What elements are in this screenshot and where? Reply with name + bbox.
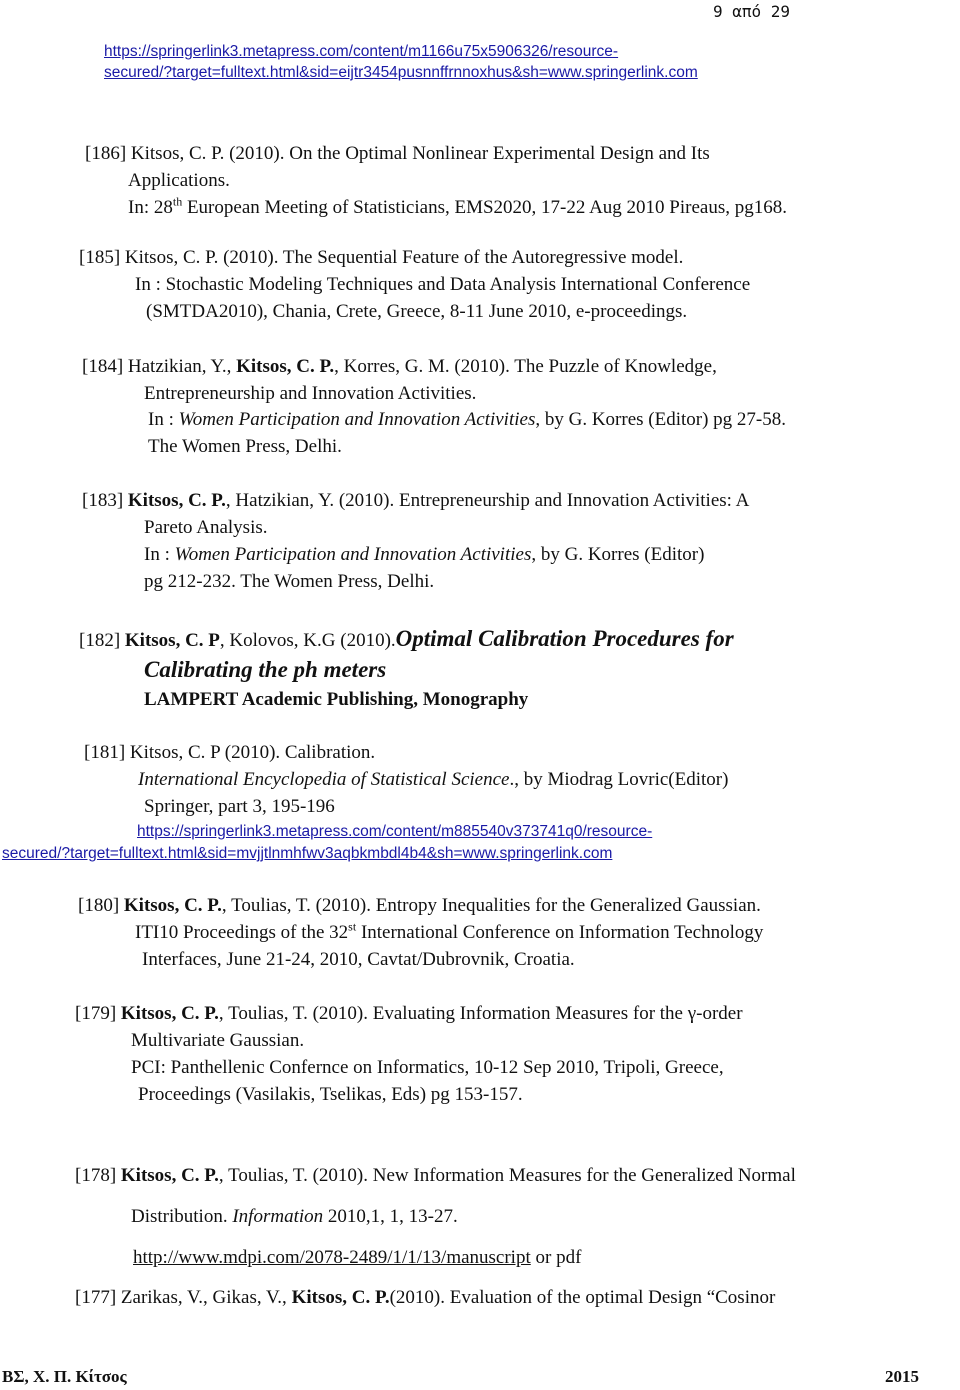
ref-177-line1: [177] Zarikas, V., Gikas, V., Kitsos, C. P.(2010). Evaluation of the optimal Design “Cosinor [75, 1287, 776, 1308]
ref-181-line2: International Encyclopedia of Statistical Science., by Miodrag Lovric(Editor) [138, 769, 729, 790]
ref-184-line4: The Women Press, Delhi. [148, 436, 342, 457]
ref-183-line3: In : Women Participation and Innovation Activities, by G. Korres (Editor) [144, 544, 705, 565]
page-counter: 9 από 29 [713, 2, 791, 21]
ref-182-line3: LAMPERT Academic Publishing, Monography [144, 689, 529, 710]
url-link-top-line1[interactable]: https://springerlink3.metapress.com/content/m1166u75x5906326/resource- [104, 43, 619, 60]
ref-179-line1: [179] Kitsos, C. P., Toulias, T. (2010). Evaluating Information Measures for the γ-order [75, 1003, 743, 1024]
footer-author: ΒΣ, Χ. Π. Κίτσος [2, 1367, 127, 1386]
ref-180-line1: [180] Kitsos, C. P., Toulias, T. (2010). Entropy Inequalities for the Generalized Gaussian. [78, 895, 761, 916]
ref-179-line4: Proceedings (Vasilakis, Tselikas, Eds) pg 153-157. [138, 1084, 523, 1105]
ref-182-title-line2: Calibrating the ph meters [144, 657, 387, 682]
ref-186-line2: Applications. [128, 170, 230, 191]
ref-185-line3: (SMTDA2010), Chania, Crete, Greece, 8-11 June 2010, e-proceedings. [146, 301, 688, 322]
ref-181-url-line1[interactable]: https://springerlink3.metapress.com/content/m885540v373741q0/resource- [137, 823, 653, 840]
ref-178-line2: Distribution. Information 2010,1, 1, 13-27. [131, 1206, 458, 1227]
ref-180-line2: ITI10 Proceedings of the 32st International Conference on Information Technology [135, 919, 764, 943]
ref-180-line3: Interfaces, June 21-24, 2010, Cavtat/Dubrovnik, Croatia. [142, 949, 575, 970]
ref-182-line1: [182] Kitsos, C. P, Kolovos, K.G (2010).Optimal Calibration Procedures for [79, 626, 734, 651]
ref-178-line1: [178] Kitsos, C. P., Toulias, T. (2010). New Information Measures for the Generalized Normal [75, 1165, 796, 1186]
ref-178-line3: http://www.mdpi.com/2078-2489/1/1/13/manuscript or pdf [133, 1247, 582, 1268]
url-link-top-line2[interactable]: secured/?target=fulltext.html&sid=eijtr3454pusnnffrnnoxhus&sh=www.springerlink.com [104, 64, 698, 81]
ref-181-url-line2[interactable]: secured/?target=fulltext.html&sid=mvjjtlnmhfwv3aqbkmbdl4b4&sh=www.springerlink.com [2, 845, 613, 862]
ref-183-line1: [183] Kitsos, C. P., Hatzikian, Y. (2010). Entrepreneurship and Innovation Activities: A [82, 490, 750, 511]
ref-179-line2: Multivariate Gaussian. [131, 1030, 305, 1051]
ref-185-line2: In : Stochastic Modeling Techniques and Data Analysis International Conference [135, 274, 751, 295]
ref-183-line4: pg 212-232. The Women Press, Delhi. [144, 571, 435, 592]
ref-178-manuscript-link[interactable]: http://www.mdpi.com/2078-2489/1/1/13/manuscript [133, 1247, 531, 1268]
footer-year: 2015 [885, 1367, 919, 1386]
ref-184-line3: In : Women Participation and Innovation Activities, by G. Korres (Editor) pg 27-58. [148, 409, 786, 430]
ref-179-line3: PCI: Panthellenic Confernce on Informatics, 10-12 Sep 2010, Tripoli, Greece, [131, 1057, 724, 1078]
ref-181-line1: [181] Kitsos, C. P (2010). Calibration. [84, 742, 376, 763]
ref-186-line1: [186] Kitsos, C. P. (2010). On the Optimal Nonlinear Experimental Design and Its [85, 143, 710, 164]
ref-184-line1: [184] Hatzikian, Y., Kitsos, C. P., Korres, G. M. (2010). The Puzzle of Knowledge, [82, 356, 717, 377]
ref-185-line1: [185] Kitsos, C. P. (2010). The Sequential Feature of the Autoregressive model. [79, 247, 684, 268]
ref-181-line3: Springer, part 3, 195-196 [144, 796, 335, 817]
ref-184-line2: Entrepreneurship and Innovation Activities. [144, 383, 477, 404]
ref-186-line3: In: 28th European Meeting of Statisticians, EMS2020, 17-22 Aug 2010 Pireaus, pg168. [128, 194, 787, 218]
ref-183-line2: Pareto Analysis. [144, 517, 268, 538]
